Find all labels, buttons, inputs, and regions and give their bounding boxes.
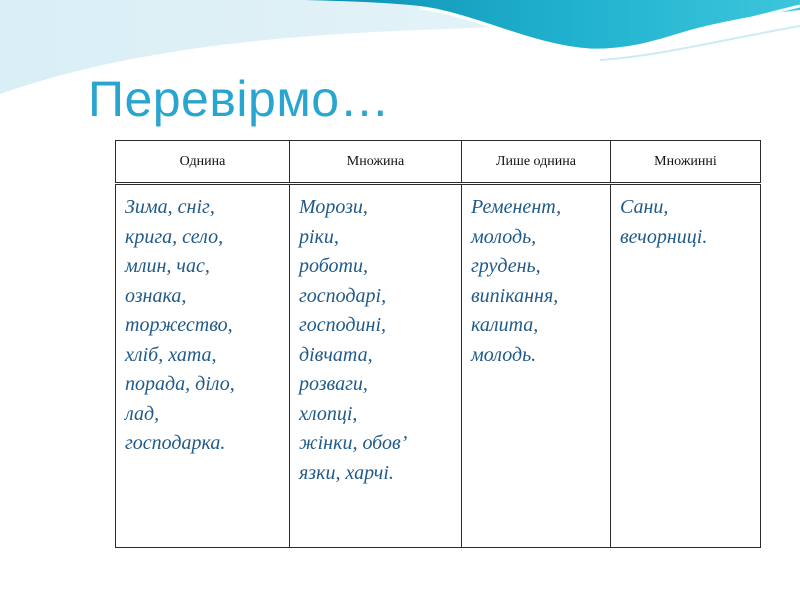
header-singular-only: Лише однина (462, 141, 611, 184)
cell-singular-only-words: Ременент, молодь, грудень, випікання, калита, молодь. (462, 184, 611, 548)
noun-number-table (115, 140, 761, 548)
cell-plural-words: Морози, ріки, роботи, господарі, господині, дівчата, розваги, хлопці, жінки, обов’ язки, харчі. (290, 184, 462, 548)
cell-plural-only-words: Сани, вечорниці. (611, 184, 761, 548)
slide-title: Перевірмо… (88, 71, 391, 127)
header-singular: Однина (116, 141, 290, 184)
table-row (116, 184, 761, 548)
cell-singular-words: Зима, сніг, крига, село, млин, час, ознака, торжество, хліб, хата, порада, діло, лад, господарка. (116, 184, 290, 548)
header-plural-only: Множинні (611, 141, 761, 184)
header-plural: Множина (290, 141, 462, 184)
table-header-row (116, 141, 761, 184)
